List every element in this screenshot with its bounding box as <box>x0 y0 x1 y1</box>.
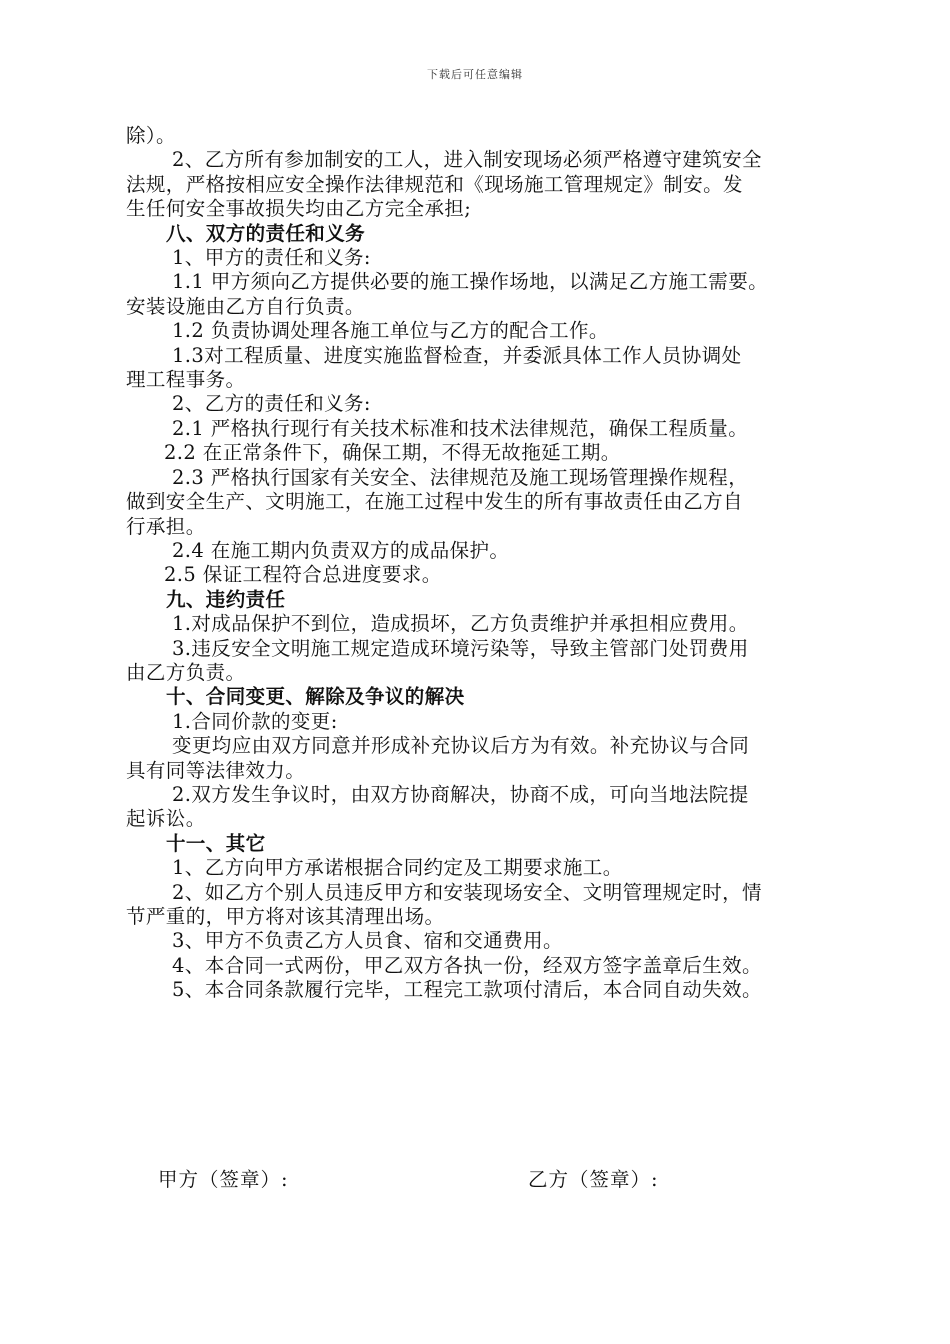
section-heading: 八、双方的责任和义务 <box>166 221 366 245</box>
paragraph-line: 5、本合同条款履行完毕，工程完工款项付清后，本合同自动失效。 <box>172 978 762 1002</box>
paragraph-line: 理工程事务。 <box>126 368 246 392</box>
paragraph-line: 具有同等法律效力。 <box>126 758 306 782</box>
paragraph-line: 2.5 保证工程符合总进度要求。 <box>164 563 442 587</box>
paragraph-line: 2.双方发生争议时，由双方协商解决，协商不成，可向当地法院提 <box>172 782 749 806</box>
paragraph-line: 1.2 负责协调处理各施工单位与乙方的配合工作。 <box>172 319 609 343</box>
paragraph-line: 安装设施由乙方自行负责。 <box>126 294 365 318</box>
party-b-signature: 乙方（签章）: <box>528 1168 659 1191</box>
paragraph-line: 4、本合同一式两份，甲乙双方各执一份，经双方签字盖章后生效。 <box>172 953 762 977</box>
page-header: 下载后可任意编辑 <box>427 68 523 81</box>
paragraph-line: 做到安全生产、文明施工，在施工过程中发生的所有事故责任由乙方自 <box>126 490 743 514</box>
paragraph-line: 1.合同价款的变更: <box>172 709 338 733</box>
paragraph-line: 行承担。 <box>126 514 206 538</box>
paragraph-line: 3、甲方不负责乙方人员食、宿和交通费用。 <box>172 929 563 953</box>
paragraph-line: 起诉讼。 <box>126 807 206 831</box>
paragraph-line: 法规，严格按相应安全操作法律规范和《现场施工管理规定》制安。发 <box>126 172 743 196</box>
paragraph-line: 3.违反安全文明施工规定造成环境污染等，导致主管部门处罚费用 <box>172 636 749 660</box>
paragraph-line: 2.3 严格执行国家有关安全、法律规范及施工现场管理操作规程， <box>172 465 749 489</box>
paragraph-line: 2.4 在施工期内负责双方的成品保护。 <box>172 538 510 562</box>
paragraph-line: 1.1 甲方须向乙方提供必要的施工操作场地，以满足乙方施工需要。 <box>172 270 769 294</box>
contract-body <box>126 124 826 1003</box>
paragraph-line: 2、如乙方个别人员违反甲方和安装现场安全、文明管理规定时，情 <box>172 880 762 904</box>
paragraph-line: 1、乙方向甲方承诺根据合同约定及工期要求施工。 <box>172 856 623 880</box>
paragraph-line: 除）。 <box>126 124 176 147</box>
paragraph-line: 由乙方负责。 <box>126 660 246 684</box>
paragraph-line: 变更均应由双方同意并形成补充协议后方为有效。补充协议与合同 <box>172 734 750 758</box>
paragraph-line: 2.1 严格执行现行有关技术标准和技术法律规范，确保工程质量。 <box>172 416 749 440</box>
party-a-signature: 甲方（签章）: <box>158 1168 289 1191</box>
paragraph-line: 2、乙方所有参加制安的工人，进入制安现场必须严格遵守建筑安全 <box>172 148 762 172</box>
paragraph-line: 1.对成品保护不到位，造成损坏，乙方负责维护并承担相应费用。 <box>172 612 749 636</box>
paragraph-line: 2、乙方的责任和义务: <box>172 392 371 416</box>
section-heading: 十、合同变更、解除及争议的解决 <box>166 685 465 709</box>
paragraph-line: 2.2 在正常条件下，确保工期，不得无故拖延工期。 <box>164 441 621 465</box>
section-heading: 十一、其它 <box>166 831 266 855</box>
paragraph-line: 生任何安全事故损失均由乙方完全承担; <box>126 197 472 221</box>
paragraph-line: 1.3对工程质量、进度实施监督检查，并委派具体工作人员协调处 <box>172 343 742 367</box>
paragraph-line: 1、甲方的责任和义务: <box>172 246 371 270</box>
section-heading: 九、违约责任 <box>166 587 286 611</box>
paragraph-line: 节严重的，甲方将对该其清理出场。 <box>126 905 445 928</box>
